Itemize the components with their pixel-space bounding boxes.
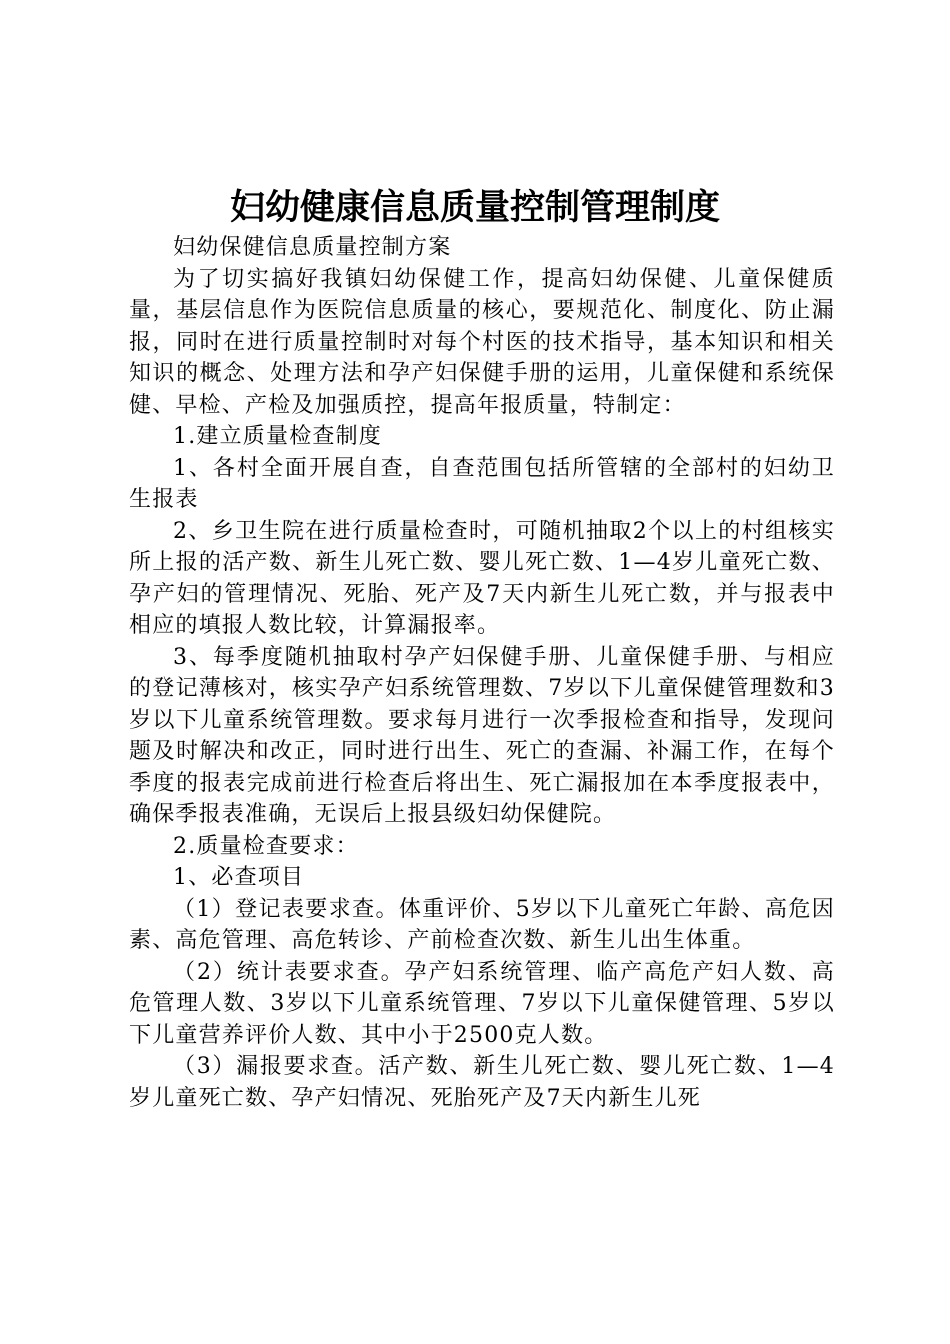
document-title: 妇幼健康信息质量控制管理制度 [229, 188, 720, 228]
body-paragraph: （2）统计表要求查。孕产妇系统管理、临产高危产妇人数、高危管理人数、3岁以下儿童系统管理、7岁以下儿童保健管理、5岁以下儿童营养评价人数、其中小于2500克人数。 [129, 959, 835, 1048]
body-paragraph: 3、每季度随机抽取村孕产妇保健手册、儿童保健手册、与相应的登记薄核对，核实孕产妇系统管理数、7岁以下儿童保健管理数和3岁以下儿童系统管理数。要求每月进行一次季报检查和指导，发现问题及时解决和改正，同时进行出生、死亡的查漏、补漏工作，在每个季度的报表完成前进行检查后将出生、死亡漏报加在本季度报表中，确保季报表准确，无误后上报县级妇幼保健院。 [129, 644, 835, 827]
document-body [129, 232, 835, 1114]
body-paragraph: （3）漏报要求查。活产数、新生儿死亡数、婴儿死亡数、1—4岁儿童死亡数、孕产妇情况、死胎死产及7天内新生儿死 [129, 1054, 835, 1111]
intro-paragraph: 为了切实搞好我镇妇幼保健工作，提高妇幼保健、儿童保健质量，基层信息作为医院信息质量的核心，要规范化、制度化、防止漏报，同时在进行质量控制时对每个村医的技术指导，基本知识和相关知识的概念、处理方法和孕产妇保健手册的运用，儿童保健和系统保健、早检、产检及加强质控，提高年报质量，特制定： [129, 266, 835, 418]
section-heading: 2.质量检查要求： [173, 833, 359, 859]
body-paragraph: 1、各村全面开展自查，自查范围包括所管辖的全部村的妇幼卫生报表 [129, 455, 835, 512]
subtitle-paragraph: 妇幼保健信息质量控制方案 [173, 235, 452, 260]
body-paragraph: （1）登记表要求查。体重评价、5岁以下儿童死亡年龄、高危因素、高危管理、高危转诊、产前检查次数、新生儿出生体重。 [129, 896, 835, 953]
section-heading: 1.建立质量检查制度 [173, 424, 382, 449]
body-paragraph: 2、乡卫生院在进行质量检查时，可随机抽取2个以上的村组核实所上报的活产数、新生儿死亡数、婴儿死亡数、1—4岁儿童死亡数、孕产妇的管理情况、死胎、死产及7天内新生儿死亡数，并与报表中相应的填报人数比较，计算漏报率。 [129, 518, 835, 638]
subsection-heading: 1、必查项目 [173, 865, 305, 890]
